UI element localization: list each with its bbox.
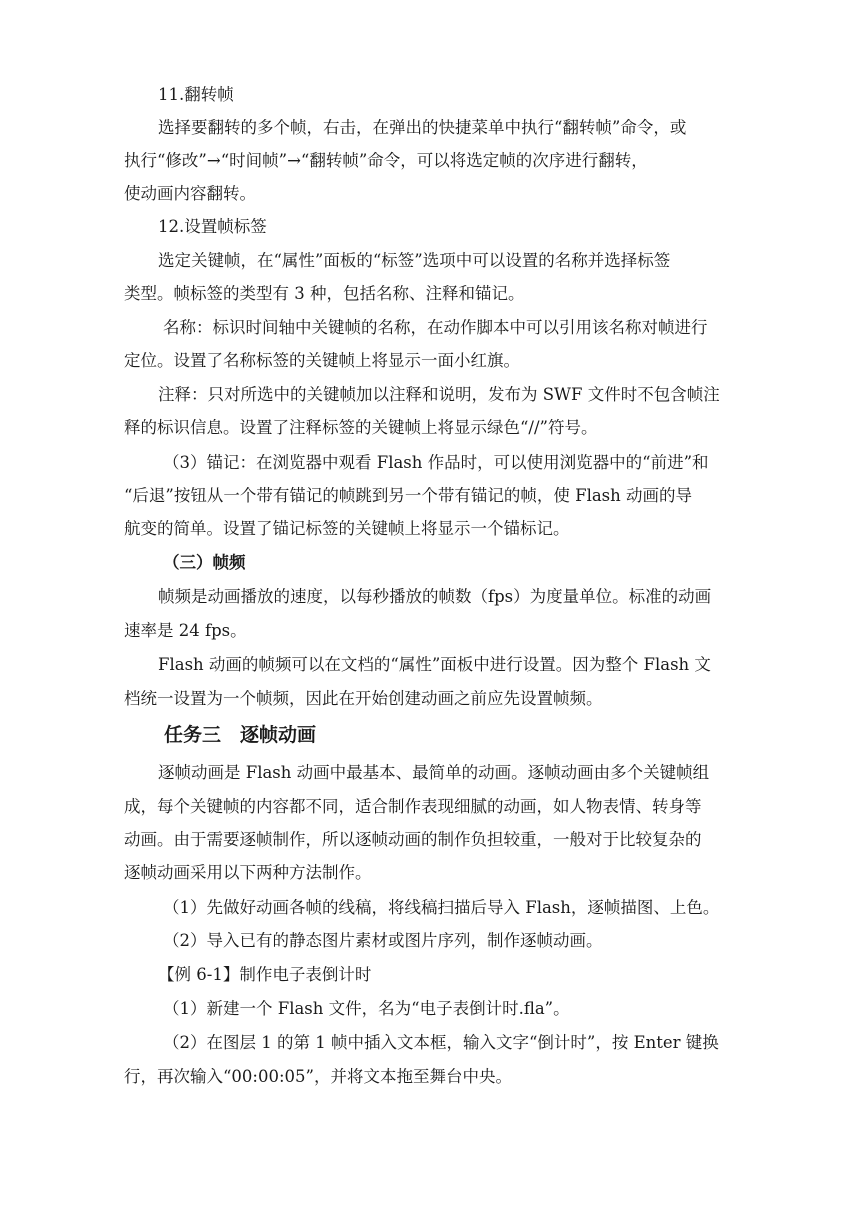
paragraph-line: 选定关键帧，在“属性”面板的“标签”选项中可以设置的名称并选择标签 [158,251,671,270]
paragraph-line: Flash 动画的帧频可以在文档的“属性”面板中进行设置。因为整个 Flash 文 [158,655,711,674]
paragraph-line: 逐帧动画是 Flash 动画中最基本、最简单的动画。逐帧动画由多个关键帧组 [158,763,710,782]
paragraph-line: 执行“修改”→“时间帧”→“翻转帧”命令，可以将选定帧的次序进行翻转， [124,151,648,170]
paragraph-line: 名称：标识时间轴中关键帧的名称，在动作脚本中可以引用该名称对帧进行 [163,318,708,337]
heading-flip-frames: 11.翻转帧 [158,85,234,104]
paragraph-line: （3）锚记：在浏览器中观看 Flash 作品时，可以使用浏览器中的“前进”和 [163,453,709,472]
paragraph-line: 选择要翻转的多个帧，右击，在弹出的快捷菜单中执行“翻转帧”命令，或 [158,118,687,137]
list-item: （1）新建一个 Flash 文件，名为“电子表倒计时.fla”。 [163,999,570,1018]
task-heading: 任务三 逐帧动画 [164,724,317,746]
paragraph-line: 动画。由于需要逐帧制作，所以逐帧动画的制作负担较重，一般对于比较复杂的 [124,830,702,849]
paragraph-line: 行，再次输入“00:00:05”，并将文本拖至舞台中央。 [124,1067,512,1086]
paragraph-line: 成，每个关键帧的内容都不同，适合制作表现细腻的动画，如人物表情、转身等 [124,797,702,816]
paragraph-line: 定位。设置了名称标签的关键帧上将显示一面小红旗。 [124,351,520,370]
paragraph-line: 航变的简单。设置了锚记标签的关键帧上将显示一个锚标记。 [124,519,570,538]
paragraph-line: 帧频是动画播放的速度，以每秒播放的帧数（fps）为度量单位。标准的动画 [158,587,712,606]
list-item: （1）先做好动画各帧的线稿，将线稿扫描后导入 Flash，逐帧描图、上色。 [163,898,720,917]
example-heading: 【例 6-1】制作电子表倒计时 [158,965,372,984]
paragraph-line: 速率是 24 fps。 [124,621,247,640]
paragraph-line: 注释：只对所选中的关键帧加以注释和说明，发布为 SWF 文件时不包含帧注 [158,385,720,404]
paragraph-line: 类型。帧标签的类型有 3 种，包括名称、注释和锚记。 [124,284,525,303]
paragraph-line: 使动画内容翻转。 [124,184,256,203]
section-heading-frame-rate: （三）帧频 [163,553,246,572]
paragraph-line: “后退”按钮从一个带有锚记的帧跳到另一个带有锚记的帧，使 Flash 动画的导 [124,486,693,505]
paragraph-line: 逐帧动画采用以下两种方法制作。 [124,863,372,882]
paragraph-line: 释的标识信息。设置了注释标签的关键帧上将显示绿色“//”符号。 [124,418,598,437]
list-item: （2）导入已有的静态图片素材或图片序列，制作逐帧动画。 [163,931,603,950]
list-item: （2）在图层 1 的第 1 帧中插入文本框，输入文字“倒计时”，按 Enter 键换 [163,1033,719,1052]
heading-frame-labels: 12.设置帧标签 [158,217,267,236]
paragraph-line: 档统一设置为一个帧频，因此在开始创建动画之前应先设置帧频。 [124,689,603,708]
